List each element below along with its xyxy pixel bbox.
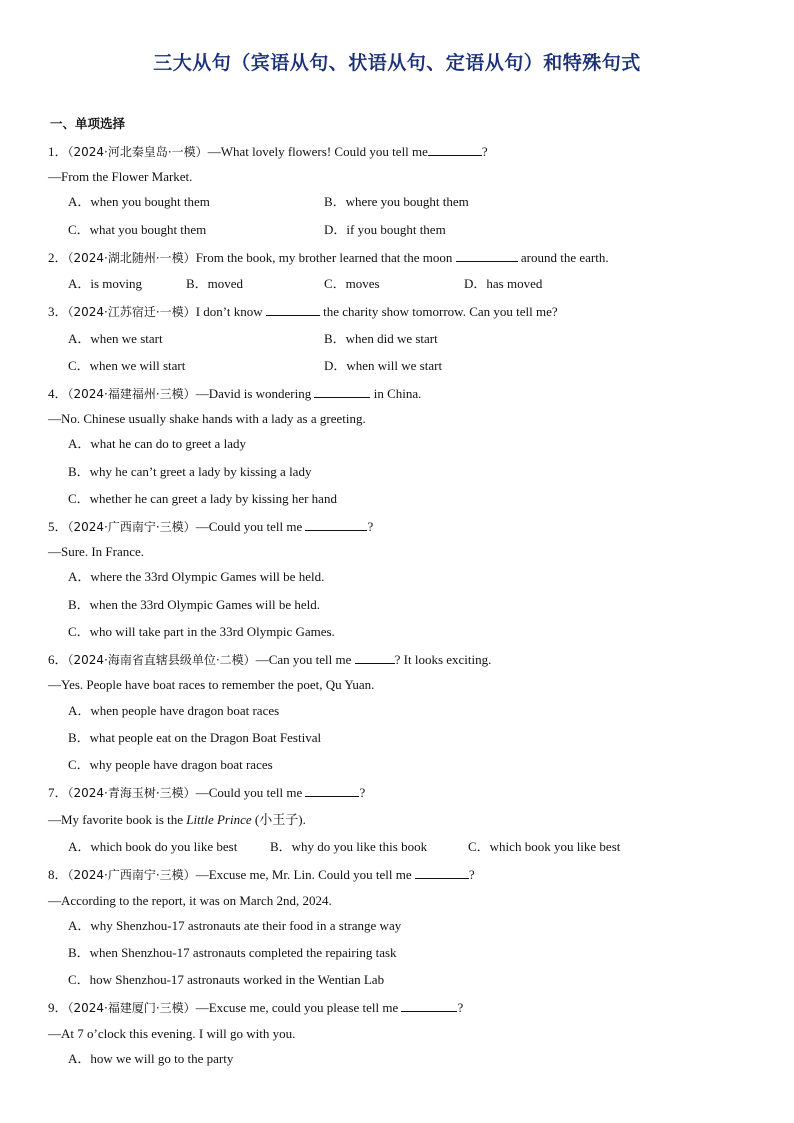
question-7-reply: —My favorite book is the Little Prince (小王子). xyxy=(48,812,306,827)
question-5-option-c[interactable]: C．who will take part in the 33rd Olympic Games. xyxy=(68,624,335,639)
question-5-option-a[interactable]: A．where the 33rd Olympic Games will be held. xyxy=(68,569,325,584)
question-3-option-b[interactable]: B．when did we start xyxy=(324,331,438,346)
question-6-option-a[interactable]: A．when people have dragon boat races xyxy=(68,703,280,718)
page-title: 三大从句（宾语从句、状语从句、定语从句）和特殊句式 xyxy=(153,52,641,74)
question-4: 4．（2024·福建福州·三模）—David is wondering in China. xyxy=(48,386,422,401)
answer-blank xyxy=(428,143,482,156)
question-7-option-a[interactable]: A．which book do you like best xyxy=(68,839,238,854)
question-5: 5．（2024·广西南宁·三模）—Could you tell me ? xyxy=(48,519,374,534)
question-9: 9．（2024·福建厦门·三模）—Excuse me, could you please tell me ? xyxy=(48,1000,464,1015)
question-9-option-a[interactable]: A．how we will go to the party xyxy=(68,1051,234,1066)
question-4-option-a[interactable]: A．what he can do to greet a lady xyxy=(68,436,246,451)
question-8: 8．（2024·广西南宁·三模）—Excuse me, Mr. Lin. Could you tell me ? xyxy=(48,867,475,882)
question-1-option-a[interactable]: A．when you bought them xyxy=(68,194,210,209)
question-9-reply: —At 7 o’clock this evening. I will go with you. xyxy=(48,1026,296,1041)
answer-blank xyxy=(314,385,370,398)
answer-blank xyxy=(355,651,395,664)
question-8-reply: —According to the report, it was on March 2nd, 2024. xyxy=(48,893,332,908)
question-7-option-b[interactable]: B．why do you like this book xyxy=(270,839,428,854)
question-4-option-c[interactable]: C．whether he can greet a lady by kissing her hand xyxy=(68,491,337,506)
question-6-option-c[interactable]: C．why people have dragon boat races xyxy=(68,757,273,772)
question-3-option-d[interactable]: D．when will we start xyxy=(324,358,443,373)
answer-blank xyxy=(415,866,469,879)
question-5-reply: —Sure. In France. xyxy=(48,544,145,559)
section-heading: 一、单项选择 xyxy=(50,116,126,131)
question-1-reply: —From the Flower Market. xyxy=(48,169,193,184)
question-6: 6．（2024·海南省直辖县级单位·二模）—Can you tell me ? It looks exciting. xyxy=(48,652,492,667)
question-1-option-b[interactable]: B．where you bought them xyxy=(324,194,469,209)
question-2: 2．（2024·湖北随州·一模）From the book, my brother learned that the moon around the earth. xyxy=(48,250,609,265)
question-8-option-a[interactable]: A．why Shenzhou-17 astronauts ate their food in a strange way xyxy=(68,918,402,933)
question-1-option-c[interactable]: C．what you bought them xyxy=(68,222,207,237)
question-3: 3．（2024·江苏宿迁·一模）I don’t know the charity show tomorrow. Can you tell me? xyxy=(48,304,558,319)
book-title: Little Prince xyxy=(186,812,252,827)
answer-blank xyxy=(266,303,320,316)
question-2-option-b[interactable]: B．moved xyxy=(186,276,244,291)
question-1: 1．（2024·河北秦皇岛·一模）—What lovely flowers! Could you tell me ? xyxy=(48,144,488,159)
question-8-option-c[interactable]: C．how Shenzhou-17 astronauts worked in the Wentian Lab xyxy=(68,972,385,987)
answer-blank xyxy=(456,249,518,262)
question-1-option-d[interactable]: D．if you bought them xyxy=(324,222,446,237)
question-3-option-c[interactable]: C．when we will start xyxy=(68,358,186,373)
answer-blank xyxy=(305,518,367,531)
question-2-option-d[interactable]: D．has moved xyxy=(464,276,543,291)
question-6-option-b[interactable]: B．what people eat on the Dragon Boat Festival xyxy=(68,730,322,745)
answer-blank xyxy=(305,784,359,797)
question-6-reply: —Yes. People have boat races to remember the poet, Qu Yuan. xyxy=(48,677,375,692)
question-4-option-b[interactable]: B．why he can’t greet a lady by kissing a lady xyxy=(68,464,312,479)
question-8-option-b[interactable]: B．when Shenzhou-17 astronauts completed the repairing task xyxy=(68,945,397,960)
question-7: 7．（2024·青海玉树·三模）—Could you tell me ? xyxy=(48,785,366,800)
question-5-option-b[interactable]: B．when the 33rd Olympic Games will be held. xyxy=(68,597,321,612)
question-2-option-a[interactable]: A．is moving xyxy=(68,276,143,291)
question-7-option-c[interactable]: C．which book you like best xyxy=(468,839,621,854)
question-2-option-c[interactable]: C．moves xyxy=(324,276,380,291)
answer-blank xyxy=(401,999,457,1012)
question-4-reply: —No. Chinese usually shake hands with a lady as a greeting. xyxy=(48,411,366,426)
question-3-option-a[interactable]: A．when we start xyxy=(68,331,163,346)
